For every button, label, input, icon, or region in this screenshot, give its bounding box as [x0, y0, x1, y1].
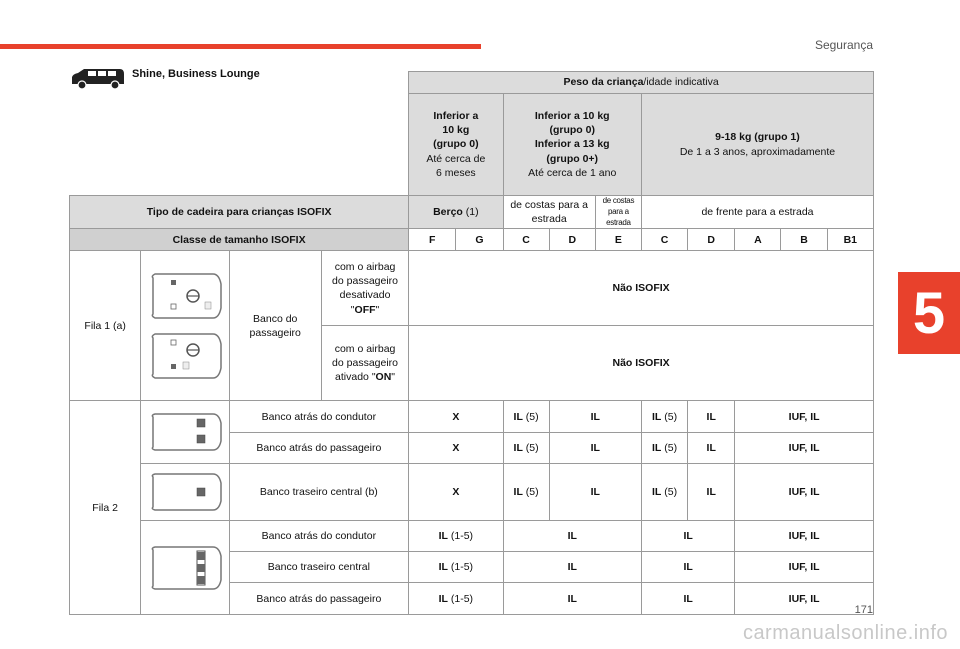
- cell-iuf: IUF, IL: [735, 401, 874, 433]
- cell-il: IL: [641, 583, 734, 615]
- seat-name: Banco atrás do condutor: [229, 521, 409, 552]
- cell-il: IL: [652, 486, 662, 499]
- cell-il: IL: [652, 442, 662, 455]
- row2a-diagram: [141, 401, 229, 464]
- class-cell: G: [456, 229, 503, 251]
- cell-iuf: IUF, IL: [735, 464, 874, 521]
- class-cell: D: [688, 229, 735, 251]
- cell-il: IL: [688, 401, 735, 433]
- row1-seat-label: Banco do passageiro: [229, 251, 321, 401]
- row2b-diagram: [141, 464, 229, 521]
- seat-name: Banco traseiro central: [229, 552, 409, 583]
- cell-note: (5): [522, 442, 539, 455]
- cell-note: (5): [522, 486, 539, 499]
- class-cell: B1: [827, 229, 873, 251]
- class-cell: C: [641, 229, 687, 251]
- row2-label: Fila 2: [70, 401, 141, 615]
- cell-il: IL: [549, 401, 641, 433]
- watermark: carmanualsonline.info: [742, 622, 948, 644]
- cell-il: IL: [688, 433, 735, 464]
- row2c-diagram: [141, 521, 229, 615]
- cell-il: IL: [688, 464, 735, 521]
- cell-il: IL: [503, 552, 641, 583]
- front-seat-car-icon: [145, 266, 225, 386]
- class-cell: F: [409, 229, 456, 251]
- cell-iuf: IUF, IL: [735, 433, 874, 464]
- cell-note: (5): [661, 442, 678, 455]
- center-seat-car-icon: [145, 471, 225, 513]
- weight-header: Peso da criança/idade indicativa: [409, 72, 874, 94]
- version-label: Shine, Business Lounge: [132, 68, 260, 80]
- cell-il: IL: [549, 464, 641, 521]
- class-cell: E: [595, 229, 641, 251]
- cell-il: IL: [438, 530, 448, 543]
- class-cell: B: [781, 229, 827, 251]
- cell-note: (5): [661, 486, 678, 499]
- cell-note: (1-5): [447, 561, 474, 574]
- cell-il: IL: [513, 486, 523, 499]
- top-accent-bar: [0, 44, 481, 49]
- cell-note: (1-5): [447, 530, 474, 543]
- section-title: Segurança: [814, 38, 873, 52]
- version-header: [70, 66, 260, 92]
- three-seat-car-icon: [145, 544, 225, 592]
- class-cell: D: [549, 229, 595, 251]
- cell-iuf: IUF, IL: [735, 521, 874, 552]
- cell-il: IL: [503, 521, 641, 552]
- class-cell: C: [503, 229, 549, 251]
- car-off-diagram: [152, 274, 221, 318]
- airbag-on-cell: com o airbag do passageiro ativado "ON": [321, 326, 408, 401]
- isofix-table: [69, 71, 874, 615]
- cell-note: (5): [522, 410, 539, 423]
- class-cell: A: [735, 229, 781, 251]
- cell-il: IL: [641, 521, 734, 552]
- cell-il: IL: [438, 592, 448, 605]
- cell-iuf: IUF, IL: [735, 583, 874, 615]
- rear-facing-cell: de costas para a estrada: [503, 196, 595, 229]
- cell-note: (5): [661, 410, 678, 423]
- seat-type-label: Tipo de cadeira para crianças ISOFIX: [70, 196, 409, 229]
- seat-name: Banco atrás do condutor: [229, 401, 409, 433]
- cell-il: IL: [513, 410, 523, 423]
- chapter-tab: 5: [898, 272, 960, 354]
- row1-diagram: [141, 251, 229, 401]
- cell-note: (1-5): [447, 592, 474, 605]
- forward-facing-cell: de frente para a estrada: [641, 196, 873, 229]
- two-seat-car-icon: [145, 411, 225, 453]
- cell-il: IL: [503, 583, 641, 615]
- cell-iuf: IUF, IL: [735, 552, 874, 583]
- cell-il: IL: [652, 410, 662, 423]
- not-isofix-on: Não ISOFIX: [409, 326, 874, 401]
- group-0plus-header: Inferior a 10 kg (grupo 0) Inferior a 13 kg (grupo 0+) Até cerca de 1 ano: [503, 94, 641, 196]
- row1-label: Fila 1 (a): [70, 251, 141, 401]
- cell-x: X: [409, 433, 503, 464]
- berco-cell: Berço (1): [409, 196, 503, 229]
- van-icon: [70, 66, 126, 92]
- page-number: 171: [854, 604, 873, 616]
- cell-il: IL: [549, 433, 641, 464]
- cell-x: X: [409, 401, 503, 433]
- size-class-label: Classe de tamanho ISOFIX: [70, 229, 409, 251]
- seat-name: Banco atrás do passageiro: [229, 433, 409, 464]
- seat-name: Banco atrás do passageiro: [229, 583, 409, 615]
- rear-facing-small-cell: de costas para a estrada: [595, 196, 641, 229]
- cell-il: IL: [513, 442, 523, 455]
- seat-name: Banco traseiro central (b): [229, 464, 409, 521]
- cell-x: X: [409, 464, 503, 521]
- cell-il: IL: [641, 552, 734, 583]
- group-0-header: Inferior a 10 kg (grupo 0) Até cerca de 6 meses: [409, 94, 503, 196]
- car-on-diagram: [152, 334, 221, 378]
- not-isofix-off: Não ISOFIX: [409, 251, 874, 326]
- airbag-off-cell: com o airbag do passageiro desativado "OFF": [321, 251, 408, 326]
- group-1-header: 9-18 kg (grupo 1) De 1 a 3 anos, aproximadamente: [641, 94, 873, 196]
- cell-il: IL: [438, 561, 448, 574]
